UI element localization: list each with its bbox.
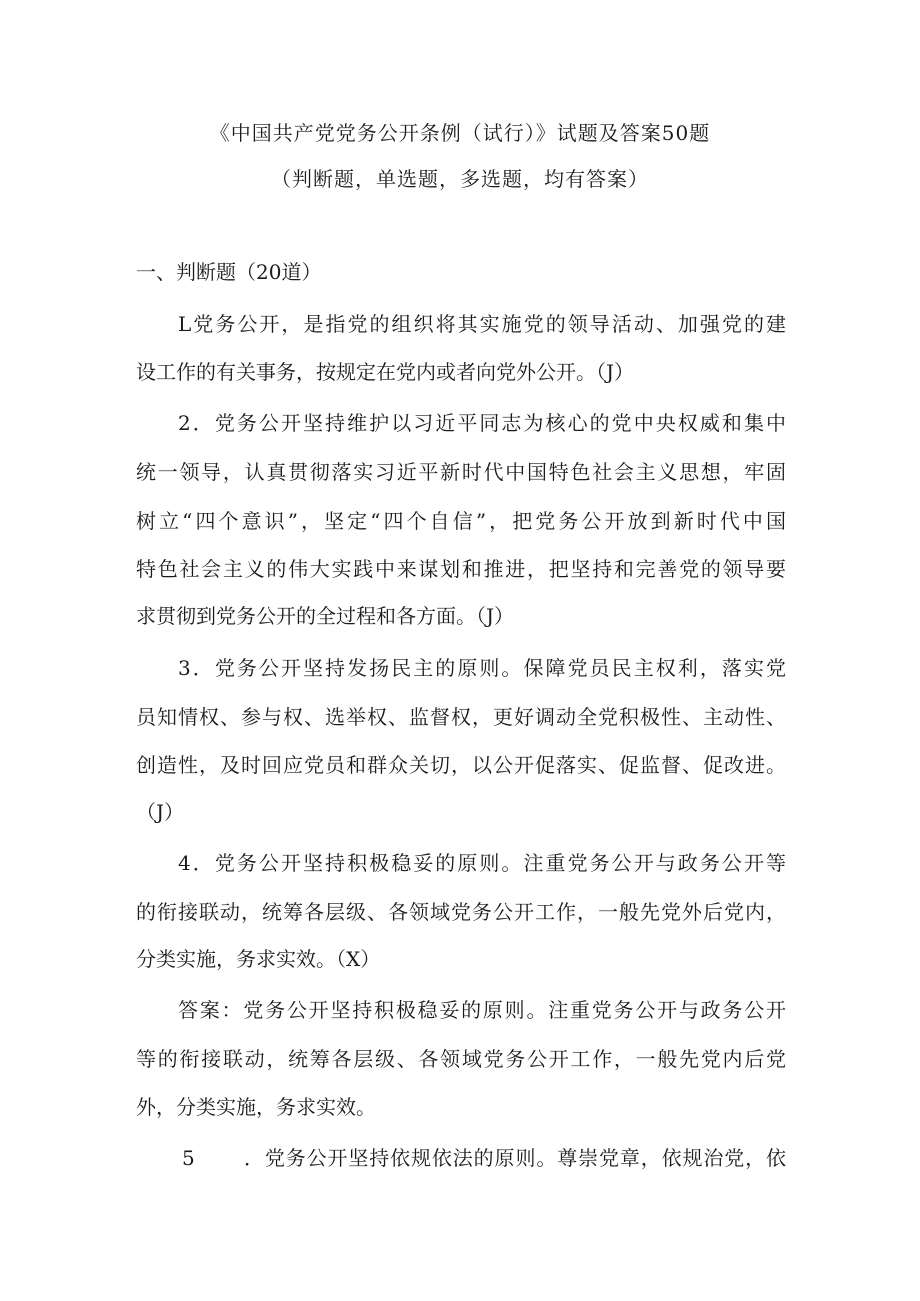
item-3-line-2: 员知情权、参与权、选举权、监督权，更好调动全党积极性、主动性、	[136, 705, 786, 729]
item-3-line-3: 创造性，及时回应党员和群众关切，以公开促落实、促监督、促改进。	[136, 753, 786, 777]
document-subtitle: （判断题，单选题，多选题，均有答案）	[271, 167, 649, 191]
document-title: 《中国共产党党务公开条例（试行）》试题及答案50题	[209, 121, 711, 145]
item-2-line-3: 树立“四个意识”，坚定“四个自信”，把党务公开放到新时代中国	[136, 509, 786, 533]
item-2-line-5: 求贯彻到党务公开的全过程和各方面。（J）	[136, 604, 515, 628]
item-4-line-3: 分类实施，务求实效。（X）	[136, 947, 381, 971]
item-1-line-1: L党务公开，是指党的组织将其实施党的领导活动、加强党的建	[178, 312, 786, 336]
item-1-line-2: 设工作的有关事务，按规定在党内或者向党外公开。（J）	[136, 360, 635, 384]
item-2-line-2: 统一领导，认真贯彻落实习近平新时代中国特色社会主义思想，牢固	[136, 460, 786, 484]
item-3-line-1: 3．党务公开坚持发扬民主的原则。保障党员民主权利，落实党	[178, 656, 786, 680]
answer-line-1: 答案：党务公开坚持积极稳妥的原则。注重党务公开与政务公开	[178, 998, 786, 1022]
answer-line-3: 外，分类实施，务求实效。	[136, 1095, 376, 1119]
item-4-line-2: 的衔接联动，统筹各层级、各领域党务公开工作，一般先党外后党内，	[136, 900, 786, 924]
item-2-line-1: 2．党务公开坚持维护以习近平同志为核心的党中央权威和集中	[178, 411, 786, 435]
item-3-line-4: （J）	[136, 800, 185, 824]
item-2-line-4: 特色社会主义的伟大实践中来谋划和推进，把坚持和完善党的领导要	[136, 557, 786, 581]
answer-line-2: 等的衔接联动，统筹各层级、各领域党务公开工作，一般先党内后党	[136, 1047, 786, 1071]
item-4-line-1: 4．党务公开坚持积极稳妥的原则。注重党务公开与政务公开等	[178, 851, 786, 875]
section-heading: 一、判断题（20道）	[136, 260, 322, 284]
item-5-text: ．党务公开坚持依规依法的原则。尊崇党章，依规治党，依	[244, 1146, 786, 1170]
item-5-number: 5	[182, 1146, 195, 1170]
